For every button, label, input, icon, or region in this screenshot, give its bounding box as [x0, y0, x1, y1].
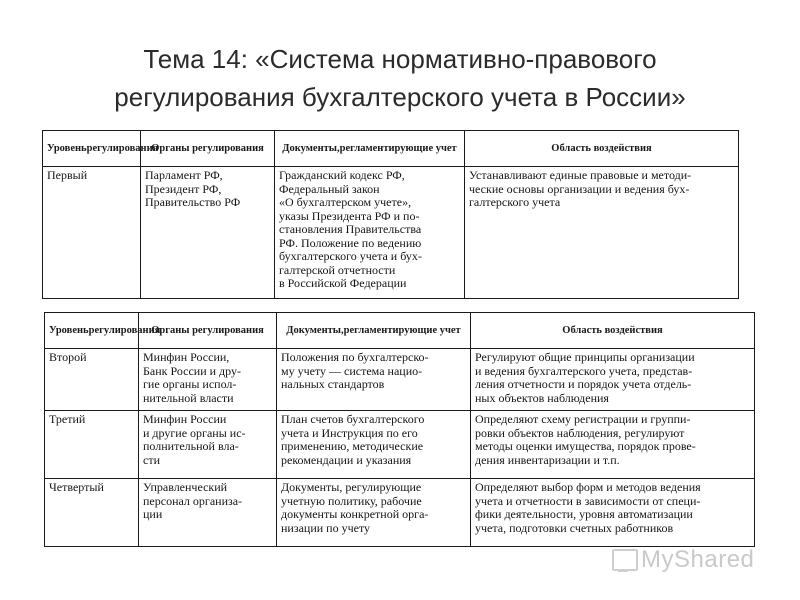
header-level: Уровеньрегулирования — [45, 313, 139, 349]
scope-cell: Регулируют общие принципы организации и ведения бухгалтерского учета, представ- ления отчетности и порядок учета отдель- ных объектов наблюдения — [471, 349, 755, 411]
header-scope: Область воздействия — [471, 313, 755, 349]
watermark-text: MyShared — [641, 546, 755, 573]
table-row — [45, 479, 755, 547]
header-level: Уровеньрегулирования — [43, 131, 141, 167]
regulation-table-levels-2-4 — [44, 312, 755, 547]
header-documents: Документы,регламентирующие учет — [275, 131, 465, 167]
documents-cell: Гражданский кодекс РФ, Федеральный закон «О бухгалтерском учете», указы Президента РФ и по- становления Правительства РФ. Положение по ведению бухгалтерского учета и бух- галтерской отчетности в Российской Федерации — [275, 167, 465, 299]
header-bodies: Органы регулирования — [141, 131, 275, 167]
scope-cell: Определяют выбор форм и методов ведения учета и отчетности в зависимости от специ- фики деятельности, уровня автоматизации учета, подготовки счетных работников — [471, 479, 755, 547]
level-cell: Четвертый — [45, 479, 139, 547]
bodies-cell: Минфин России, Банк России и дру- гие органы испол- нительной власти — [139, 349, 277, 411]
level-cell: Третий — [45, 411, 139, 479]
slide-title — [0, 40, 800, 116]
level-cell: Первый — [43, 167, 141, 299]
presentation-board-icon — [610, 547, 636, 573]
slide-title-line-1: Тема 14: «Система нормативно-правового — [143, 44, 657, 74]
bodies-cell: Управленческий персонал организа- ции — [139, 479, 277, 547]
bodies-cell: Минфин России и другие органы ис- полнительной вла- сти — [139, 411, 277, 479]
table-row — [45, 411, 755, 479]
header-scope: Область воздействия — [465, 131, 739, 167]
table-row — [45, 349, 755, 411]
table-row — [43, 167, 739, 299]
regulation-table-level-1 — [42, 130, 739, 299]
table-header-row — [45, 313, 755, 349]
slide-title-line-2: регулирования бухгалтерского учета в России» — [114, 82, 686, 112]
documents-cell: Документы, регулирующие учетную политику, рабочие документы конкретной орга- низации по учету — [277, 479, 471, 547]
watermark — [610, 540, 770, 580]
scope-cell: Устанавливают единые правовые и методи- ческие основы организации и ведения бух- галтерского учета — [465, 167, 739, 299]
header-documents: Документы,регламентирующие учет — [277, 313, 471, 349]
table-header-row — [43, 131, 739, 167]
header-bodies: Органы регулирования — [139, 313, 277, 349]
documents-cell: Положения по бухгалтерско- му учету — система нацио- нальных стандартов — [277, 349, 471, 411]
scope-cell: Определяют схему регистрации и группи- ровки объектов наблюдения, регулируют методы оценки имущества, порядок прове- дения инвентаризации и т.п. — [471, 411, 755, 479]
level-cell: Второй — [45, 349, 139, 411]
bodies-cell: Парламент РФ, Президент РФ, Правительство РФ — [141, 167, 275, 299]
documents-cell: План счетов бухгалтерского учета и Инструкция по его применению, методические рекомендации и указания — [277, 411, 471, 479]
